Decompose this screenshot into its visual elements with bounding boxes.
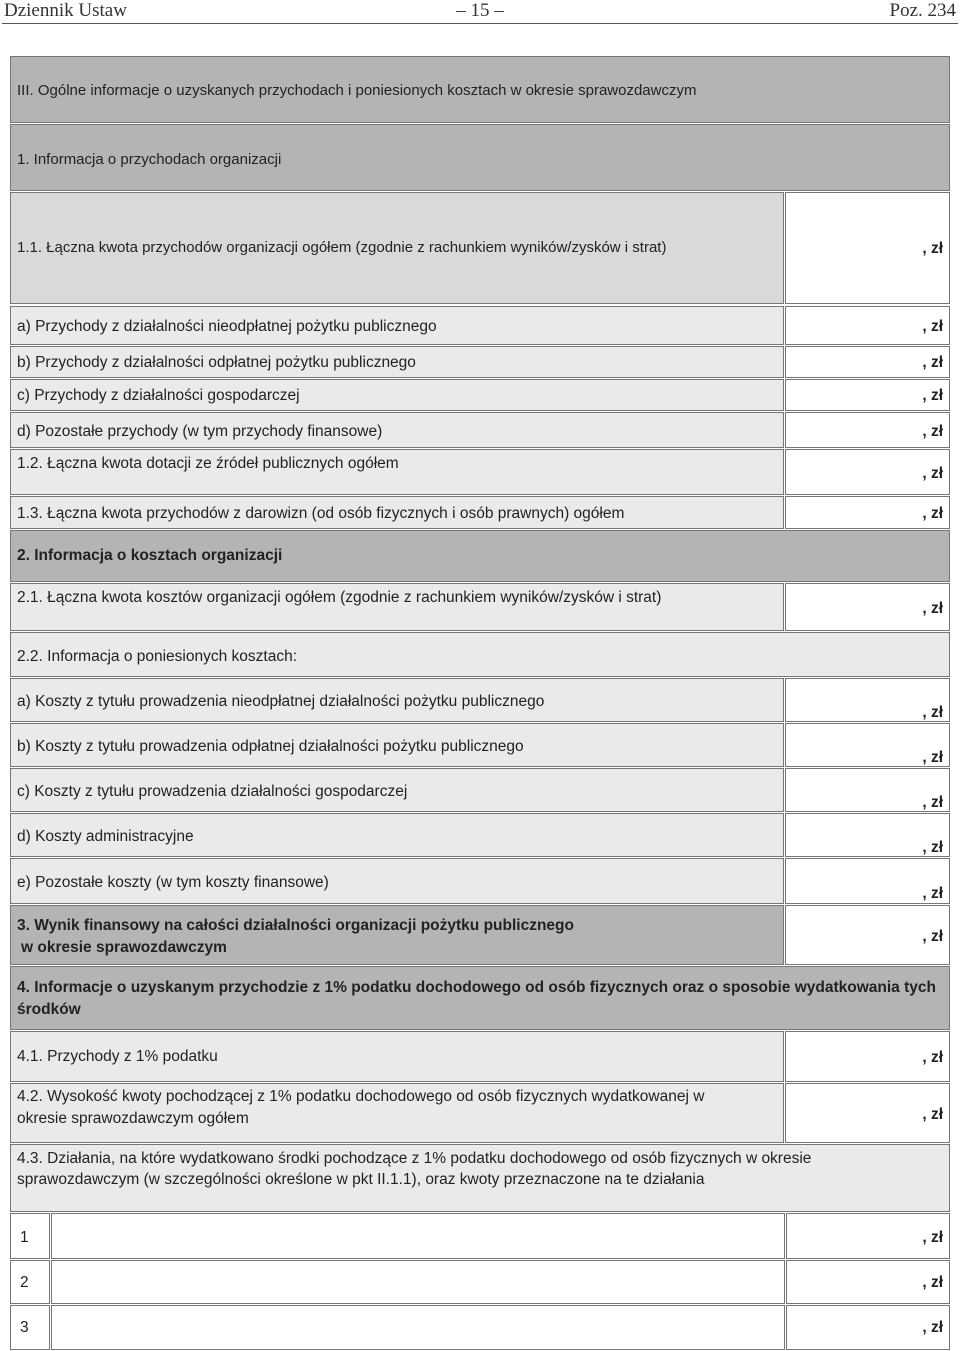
s4-title-line2: środków — [17, 1001, 81, 1018]
s2-item-d-amount-field[interactable]: , zł — [785, 813, 950, 857]
s1-item-b-cell — [10, 346, 784, 378]
section-title: III. Ogólne informacje o uzyskanych przychodach i poniesionych kosztach w okresie sprawozdawczym — [17, 82, 697, 99]
s4-1-label: 4.1. Przychody z 1% podatku — [17, 1048, 218, 1065]
s1-1-label: 1.1. Łączna kwota przychodów organizacji ogółem (zgodnie z rachunkiem wyników/zysków i strat) — [17, 239, 667, 256]
s2-2-label: 2.2. Informacja o poniesionych kosztach: — [17, 648, 298, 665]
s1-item-d-label: d) Pozostałe przychody (w tym przychody finansowe) — [17, 423, 383, 440]
s1-title-row — [10, 124, 950, 191]
s4-1-cell — [10, 1031, 784, 1082]
s4-row-2-amount-field[interactable]: , zł — [786, 1260, 950, 1304]
s2-title: 2. Informacja o kosztach organizacji — [17, 547, 283, 564]
s4-title-row — [10, 966, 950, 1030]
s2-1-amount-field[interactable]: , zł — [785, 583, 950, 631]
journal-name: Dziennik Ustaw — [4, 0, 127, 21]
s1-item-b-amount-field[interactable]: , zł — [785, 346, 950, 378]
s2-2-row — [10, 632, 950, 677]
s1-item-b-label: b) Przychody z działalności odpłatnej pożytku publicznego — [17, 354, 416, 371]
s4-row-1-amount-field[interactable]: , zł — [786, 1213, 950, 1259]
s1-2-amount-field[interactable]: , zł — [785, 449, 950, 495]
s1-3-cell — [10, 496, 784, 529]
s3-amount-field[interactable]: , zł — [785, 905, 950, 965]
s2-item-a-label: a) Koszty z tytułu prowadzenia nieodpłatnej działalności pożytku publicznego — [17, 693, 545, 710]
s4-2-label-line1: 4.2. Wysokość kwoty pochodzącej z 1% podatku dochodowego od osób fizycznych wydatkowanej w — [17, 1088, 705, 1105]
s4-row-1-description-field[interactable] — [51, 1213, 785, 1259]
s1-3-amount-field[interactable]: , zł — [785, 496, 950, 529]
s3-cell — [10, 905, 784, 965]
s2-item-b-amount-field[interactable]: , zł — [785, 723, 950, 767]
s4-2-cell — [10, 1083, 784, 1143]
s2-1-label: 2.1. Łączna kwota kosztów organizacji ogółem (zgodnie z rachunkiem wyników/zysków i strat) — [17, 589, 662, 606]
s2-item-a-cell — [10, 678, 784, 722]
s1-title: 1. Informacja o przychodach organizacji — [17, 151, 282, 168]
s4-3-label-line2: sprawozdawczym (w szczególności określone w pkt II.1.1), oraz kwoty przeznaczone na te działania — [17, 1171, 705, 1188]
s2-item-e-cell — [10, 858, 784, 904]
s4-row-3-description-field[interactable] — [51, 1305, 785, 1350]
position-number: Poz. 234 — [889, 0, 956, 21]
s2-item-b-label: b) Koszty z tytułu prowadzenia odpłatnej działalności pożytku publicznego — [17, 738, 524, 755]
s1-item-a-amount-field[interactable]: , zł — [785, 306, 950, 345]
s4-3-row — [10, 1144, 950, 1212]
s2-item-e-amount-field[interactable]: , zł — [785, 858, 950, 904]
s3-label-line2: w okresie sprawozdawczym — [21, 939, 227, 956]
s2-1-cell — [10, 583, 784, 631]
s4-title-line1: 4. Informacje o uzyskanym przychodzie z 1% podatku dochodowego od osób fizycznych oraz o sposobie wydatkowania tych — [17, 979, 936, 996]
s1-item-c-label: c) Przychody z działalności gospodarczej — [17, 387, 300, 404]
s2-item-c-amount-field[interactable]: , zł — [785, 768, 950, 812]
s2-title-row — [10, 530, 950, 582]
s4-row-2-description-field[interactable] — [51, 1260, 785, 1304]
s4-row-1-number: 1 — [20, 1229, 29, 1246]
s4-row-2-number-cell — [10, 1260, 50, 1304]
s1-item-d-amount-field[interactable]: , zł — [785, 412, 950, 448]
s4-2-amount-field[interactable]: , zł — [785, 1083, 950, 1143]
page-header — [0, 0, 960, 24]
s1-2-label: 1.2. Łączna kwota dotacji ze źródeł publicznych ogółem — [17, 455, 399, 472]
s1-1-amount-field[interactable]: , zł — [785, 192, 950, 304]
s1-item-c-cell — [10, 379, 784, 411]
s2-item-c-label: c) Koszty z tytułu prowadzenia działalności gospodarczej — [17, 783, 408, 800]
s4-row-3-number-cell — [10, 1305, 50, 1350]
s4-row-1-number-cell — [10, 1213, 50, 1259]
s2-item-e-label: e) Pozostałe koszty (w tym koszty finansowe) — [17, 874, 329, 891]
s1-item-a-label: a) Przychody z działalności nieodpłatnej pożytku publicznego — [17, 318, 437, 335]
section-title-row — [10, 56, 950, 123]
s3-label-line1: 3. Wynik finansowy na całości działalności organizacji pożytku publicznego — [17, 917, 574, 934]
s1-2-cell — [10, 449, 784, 495]
s1-item-d-cell — [10, 412, 784, 448]
s1-item-a-cell — [10, 306, 784, 345]
s2-item-d-cell — [10, 813, 784, 857]
s1-1-label-cell — [10, 192, 784, 304]
s1-item-c-amount-field[interactable]: , zł — [785, 379, 950, 411]
s2-item-a-amount-field[interactable]: , zł — [785, 678, 950, 722]
s4-3-label-line1: 4.3. Działania, na które wydatkowano środki pochodzące z 1% podatku dochodowego od osób fizycznych w okresie — [17, 1150, 812, 1167]
s4-1-amount-field[interactable]: , zł — [785, 1031, 950, 1082]
page-number: – 15 – — [456, 0, 504, 21]
s4-row-2-number: 2 — [20, 1274, 29, 1291]
s2-item-d-label: d) Koszty administracyjne — [17, 828, 194, 845]
s1-3-label: 1.3. Łączna kwota przychodów z darowizn (od osób fizycznych i osób prawnych) ogółem — [17, 505, 625, 522]
s2-item-c-cell — [10, 768, 784, 812]
header-rule — [2, 23, 958, 24]
s4-2-label-line2: okresie sprawozdawczym ogółem — [17, 1110, 249, 1127]
s2-item-b-cell — [10, 723, 784, 767]
s4-row-3-number: 3 — [20, 1319, 29, 1336]
s4-row-3-amount-field[interactable]: , zł — [786, 1305, 950, 1350]
